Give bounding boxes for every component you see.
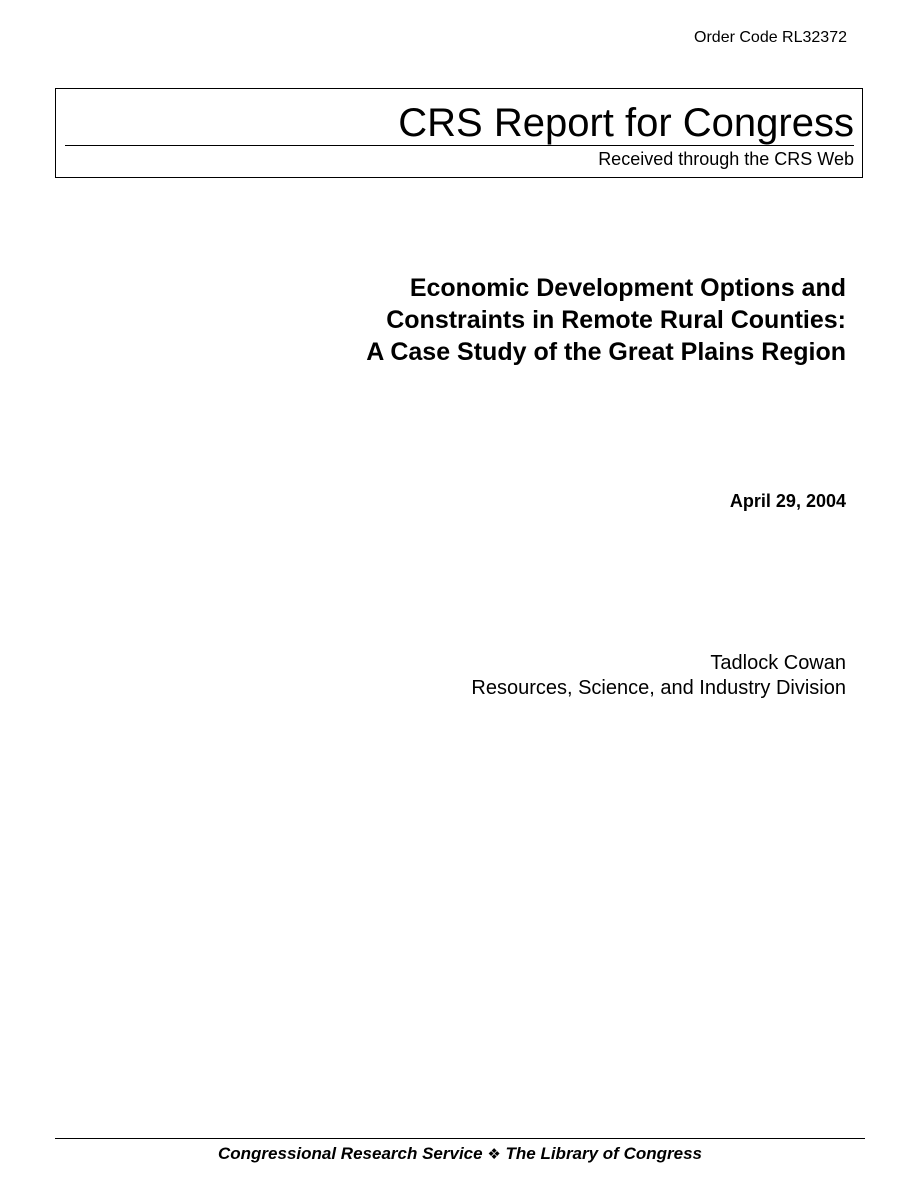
footer-organization: Congressional Research Service (218, 1144, 483, 1163)
report-header-box (55, 88, 863, 178)
report-title-line: Economic Development Options and (409, 274, 846, 302)
report-title-line: Constraints in Remote Rural Counties: (386, 306, 846, 334)
order-code: Order Code RL32372 (694, 29, 847, 46)
header-divider (65, 145, 854, 146)
report-date: April 29, 2004 (729, 491, 846, 511)
author-block (471, 651, 846, 701)
footer-divider (55, 1138, 865, 1139)
diamond-separator-icon: ❖ (487, 1145, 501, 1163)
author-division: Resources, Science, and Industry Division (471, 677, 846, 699)
header-title: CRS Report for Congress (398, 101, 854, 145)
header-subtitle: Received through the CRS Web (598, 149, 854, 169)
author-name: Tadlock Cowan (710, 652, 846, 674)
report-title (366, 272, 846, 368)
report-title-line: A Case Study of the Great Plains Region (366, 338, 846, 366)
footer (55, 1143, 865, 1165)
footer-library: The Library of Congress (505, 1144, 702, 1163)
